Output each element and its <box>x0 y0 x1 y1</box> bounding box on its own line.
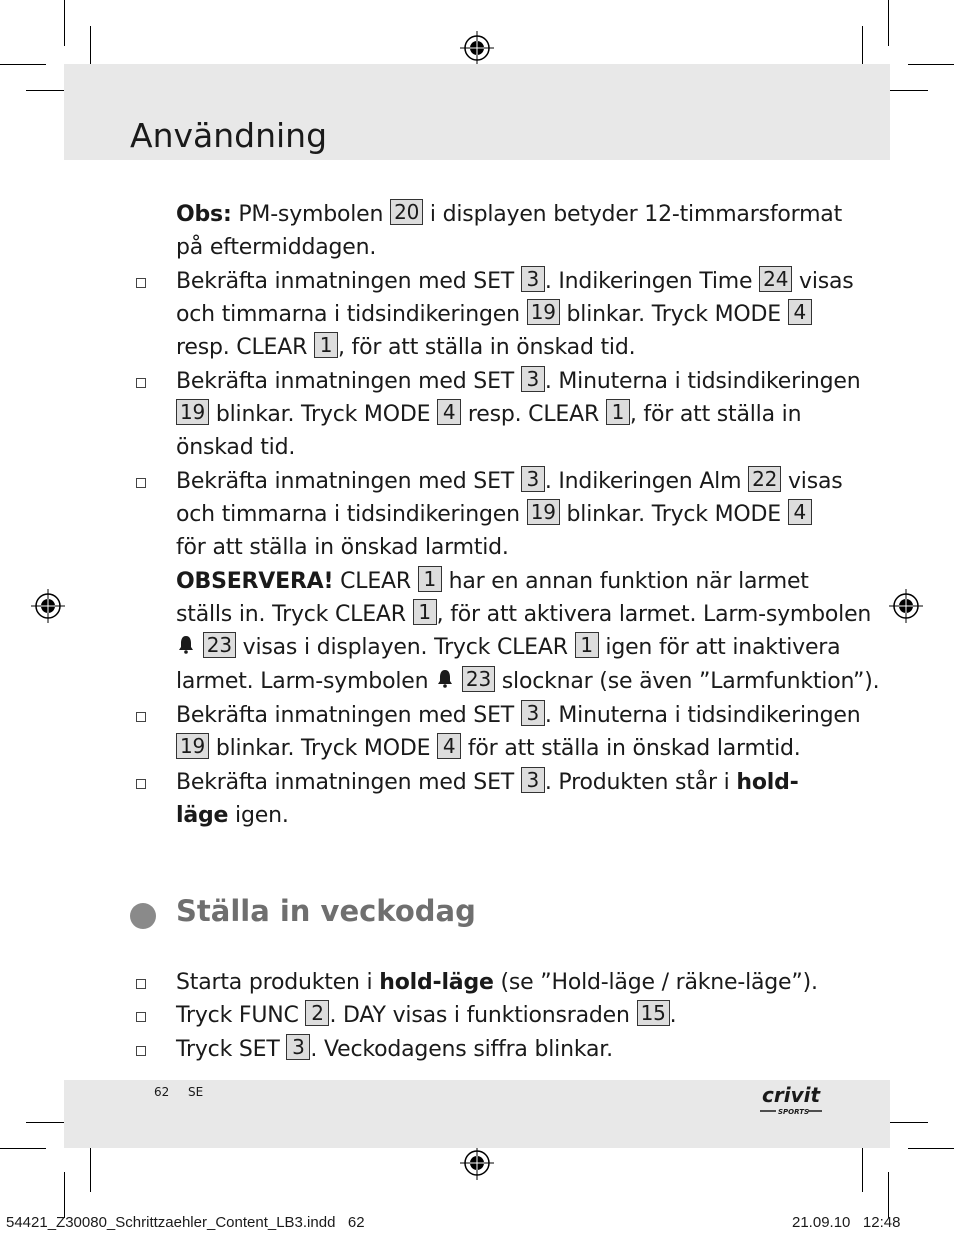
ref-box: 3 <box>521 266 545 292</box>
ref-box: 3 <box>286 1034 310 1060</box>
text: larmet. Larm-symbolen <box>176 669 436 694</box>
bell-icon <box>176 634 196 654</box>
crop-mark <box>64 1172 65 1218</box>
crop-mark <box>888 1172 889 1218</box>
ref-box: 3 <box>521 767 545 793</box>
text: , för att ställa in önskad tid. <box>337 335 636 360</box>
ref-box: 4 <box>437 733 461 759</box>
ref-box: 19 <box>176 399 209 425</box>
text: igen för att inaktivera <box>598 635 841 660</box>
crop-mark <box>908 1148 954 1149</box>
step-line <box>176 799 289 832</box>
text: . Produkten står i <box>544 770 737 795</box>
text: för att ställa in önskad larmtid. <box>461 736 801 761</box>
text: för att ställa in önskad larmtid. <box>176 535 509 560</box>
text: (se ”Hold-läge / räkne-läge”). <box>493 970 818 995</box>
brand-name: crivit <box>762 1083 821 1107</box>
ref-box: 1 <box>575 632 599 658</box>
brand-sub: SPORTS <box>778 1108 810 1116</box>
text: blinkar. Tryck MODE <box>559 302 788 327</box>
step-line <box>176 531 509 564</box>
text: . Minuterna i tidsindikeringen <box>544 369 861 394</box>
slug-date: 21.09.10 12:48 <box>792 1214 901 1231</box>
ref-box: 19 <box>176 733 209 759</box>
text: , för att ställa in <box>629 402 802 427</box>
ref-box: 4 <box>788 299 812 325</box>
ref-box: 23 <box>462 666 495 692</box>
ref-box: 24 <box>759 266 792 292</box>
text: resp. CLEAR <box>461 402 606 427</box>
crop-mark <box>888 0 889 46</box>
language-code: SE <box>188 1085 204 1099</box>
warning-line <box>176 631 840 664</box>
bullet-icon <box>136 979 146 989</box>
ref-box: 19 <box>527 299 560 325</box>
text: . Veckodagens siffra blinkar. <box>310 1037 613 1062</box>
text: igen. <box>228 803 289 828</box>
step-line <box>176 465 843 498</box>
page-title: Användning <box>130 116 328 155</box>
step-line <box>176 498 812 531</box>
step-line <box>176 431 295 464</box>
text: Starta produkten i <box>176 970 380 995</box>
registration-mark-icon <box>460 1146 494 1180</box>
bold-text: läge <box>176 803 229 828</box>
section-title: Ställa in veckodag <box>176 894 476 928</box>
step-line <box>176 1033 613 1066</box>
step-line <box>176 766 799 799</box>
text: PM-symbolen <box>231 202 391 227</box>
ref-box: 3 <box>521 366 545 392</box>
text: visas i displayen. Tryck CLEAR <box>235 635 575 660</box>
ref-box: 3 <box>521 466 545 492</box>
bullet-icon <box>136 712 146 722</box>
ref-box: 19 <box>527 499 560 525</box>
crop-mark <box>0 1148 46 1149</box>
text: . <box>669 1003 677 1028</box>
bold-text: hold- <box>736 770 799 795</box>
bullet-icon <box>136 1046 146 1056</box>
ref-box: 4 <box>437 399 461 425</box>
note-line <box>176 198 842 231</box>
text: Bekräfta inmatningen med SET <box>176 269 521 294</box>
text: Tryck SET <box>176 1037 287 1062</box>
text: visas <box>781 469 843 494</box>
text: resp. CLEAR <box>176 335 314 360</box>
text: , för att aktivera larmet. Larm-symbolen <box>436 602 872 627</box>
text: önskad tid. <box>176 435 296 460</box>
bold-text: hold-läge <box>379 970 494 995</box>
crop-mark <box>0 64 46 65</box>
bullet-icon <box>136 378 146 388</box>
bullet-icon <box>136 779 146 789</box>
text: visas <box>792 269 854 294</box>
text: Bekräfta inmatningen med SET <box>176 703 521 728</box>
text: . Minuterna i tidsindikeringen <box>544 703 861 728</box>
ref-box: 20 <box>390 199 423 225</box>
ref-box: 1 <box>418 566 442 592</box>
crop-mark <box>862 1146 863 1192</box>
text: slocknar (se även ”Larmfunktion”). <box>494 669 880 694</box>
warning-line <box>176 565 809 598</box>
crop-mark <box>90 1146 91 1192</box>
text: Bekräfta inmatningen med SET <box>176 770 521 795</box>
text: blinkar. Tryck MODE <box>209 736 438 761</box>
warning-line <box>176 665 879 698</box>
step-line <box>176 331 635 364</box>
step-line <box>176 365 860 398</box>
registration-mark-icon <box>460 31 494 65</box>
registration-mark-icon <box>31 589 65 623</box>
text: . Indikeringen Alm <box>544 469 749 494</box>
text: Bekräfta inmatningen med SET <box>176 369 521 394</box>
ref-box: 22 <box>748 466 781 492</box>
text: CLEAR <box>333 569 418 594</box>
text: ställs in. Tryck CLEAR <box>176 602 413 627</box>
ref-box: 4 <box>788 499 812 525</box>
text: och timmarna i tidsindikeringen <box>176 302 527 327</box>
text: har en annan funktion när larmet <box>441 569 809 594</box>
step-line <box>176 999 676 1032</box>
bullet-icon <box>136 478 146 488</box>
text: blinkar. Tryck MODE <box>209 402 438 427</box>
text: blinkar. Tryck MODE <box>559 502 788 527</box>
registration-mark-icon <box>889 589 923 623</box>
section-bullet-icon <box>130 903 156 929</box>
step-line <box>176 398 801 431</box>
ref-box: 1 <box>314 332 338 358</box>
brand-logo-icon <box>758 1082 824 1118</box>
crop-mark <box>64 0 65 46</box>
text: . Indikeringen Time <box>544 269 760 294</box>
text: . DAY visas i funktionsraden <box>329 1003 637 1028</box>
ref-box: 23 <box>203 632 236 658</box>
ref-box: 3 <box>521 700 545 726</box>
slug-filename: 54421_Z30080_Schrittzaehler_Content_LB3.indd 62 <box>6 1214 365 1231</box>
ref-box: 1 <box>606 399 630 425</box>
step-line <box>176 699 860 732</box>
note-label: Obs: <box>176 202 232 227</box>
warning-line <box>176 598 871 631</box>
step-line <box>176 265 854 298</box>
text: Bekräfta inmatningen med SET <box>176 469 521 494</box>
step-line <box>176 732 801 765</box>
ref-box: 2 <box>305 1000 329 1026</box>
bell-icon <box>435 668 455 688</box>
bullet-icon <box>136 1012 146 1022</box>
bullet-icon <box>136 278 146 288</box>
step-line <box>176 298 812 331</box>
page-number: 62 <box>154 1085 170 1099</box>
text: i displayen betyder 12-timmarsformat <box>423 202 843 227</box>
text: och timmarna i tidsindikeringen <box>176 502 527 527</box>
ref-box: 1 <box>413 599 437 625</box>
step-line <box>176 966 818 999</box>
text: på eftermiddagen. <box>176 235 377 260</box>
note-line <box>176 231 376 264</box>
warning-label: OBSERVERA! <box>176 569 334 594</box>
text: Tryck FUNC <box>176 1003 306 1028</box>
ref-box: 15 <box>637 1000 670 1026</box>
crop-mark <box>908 64 954 65</box>
